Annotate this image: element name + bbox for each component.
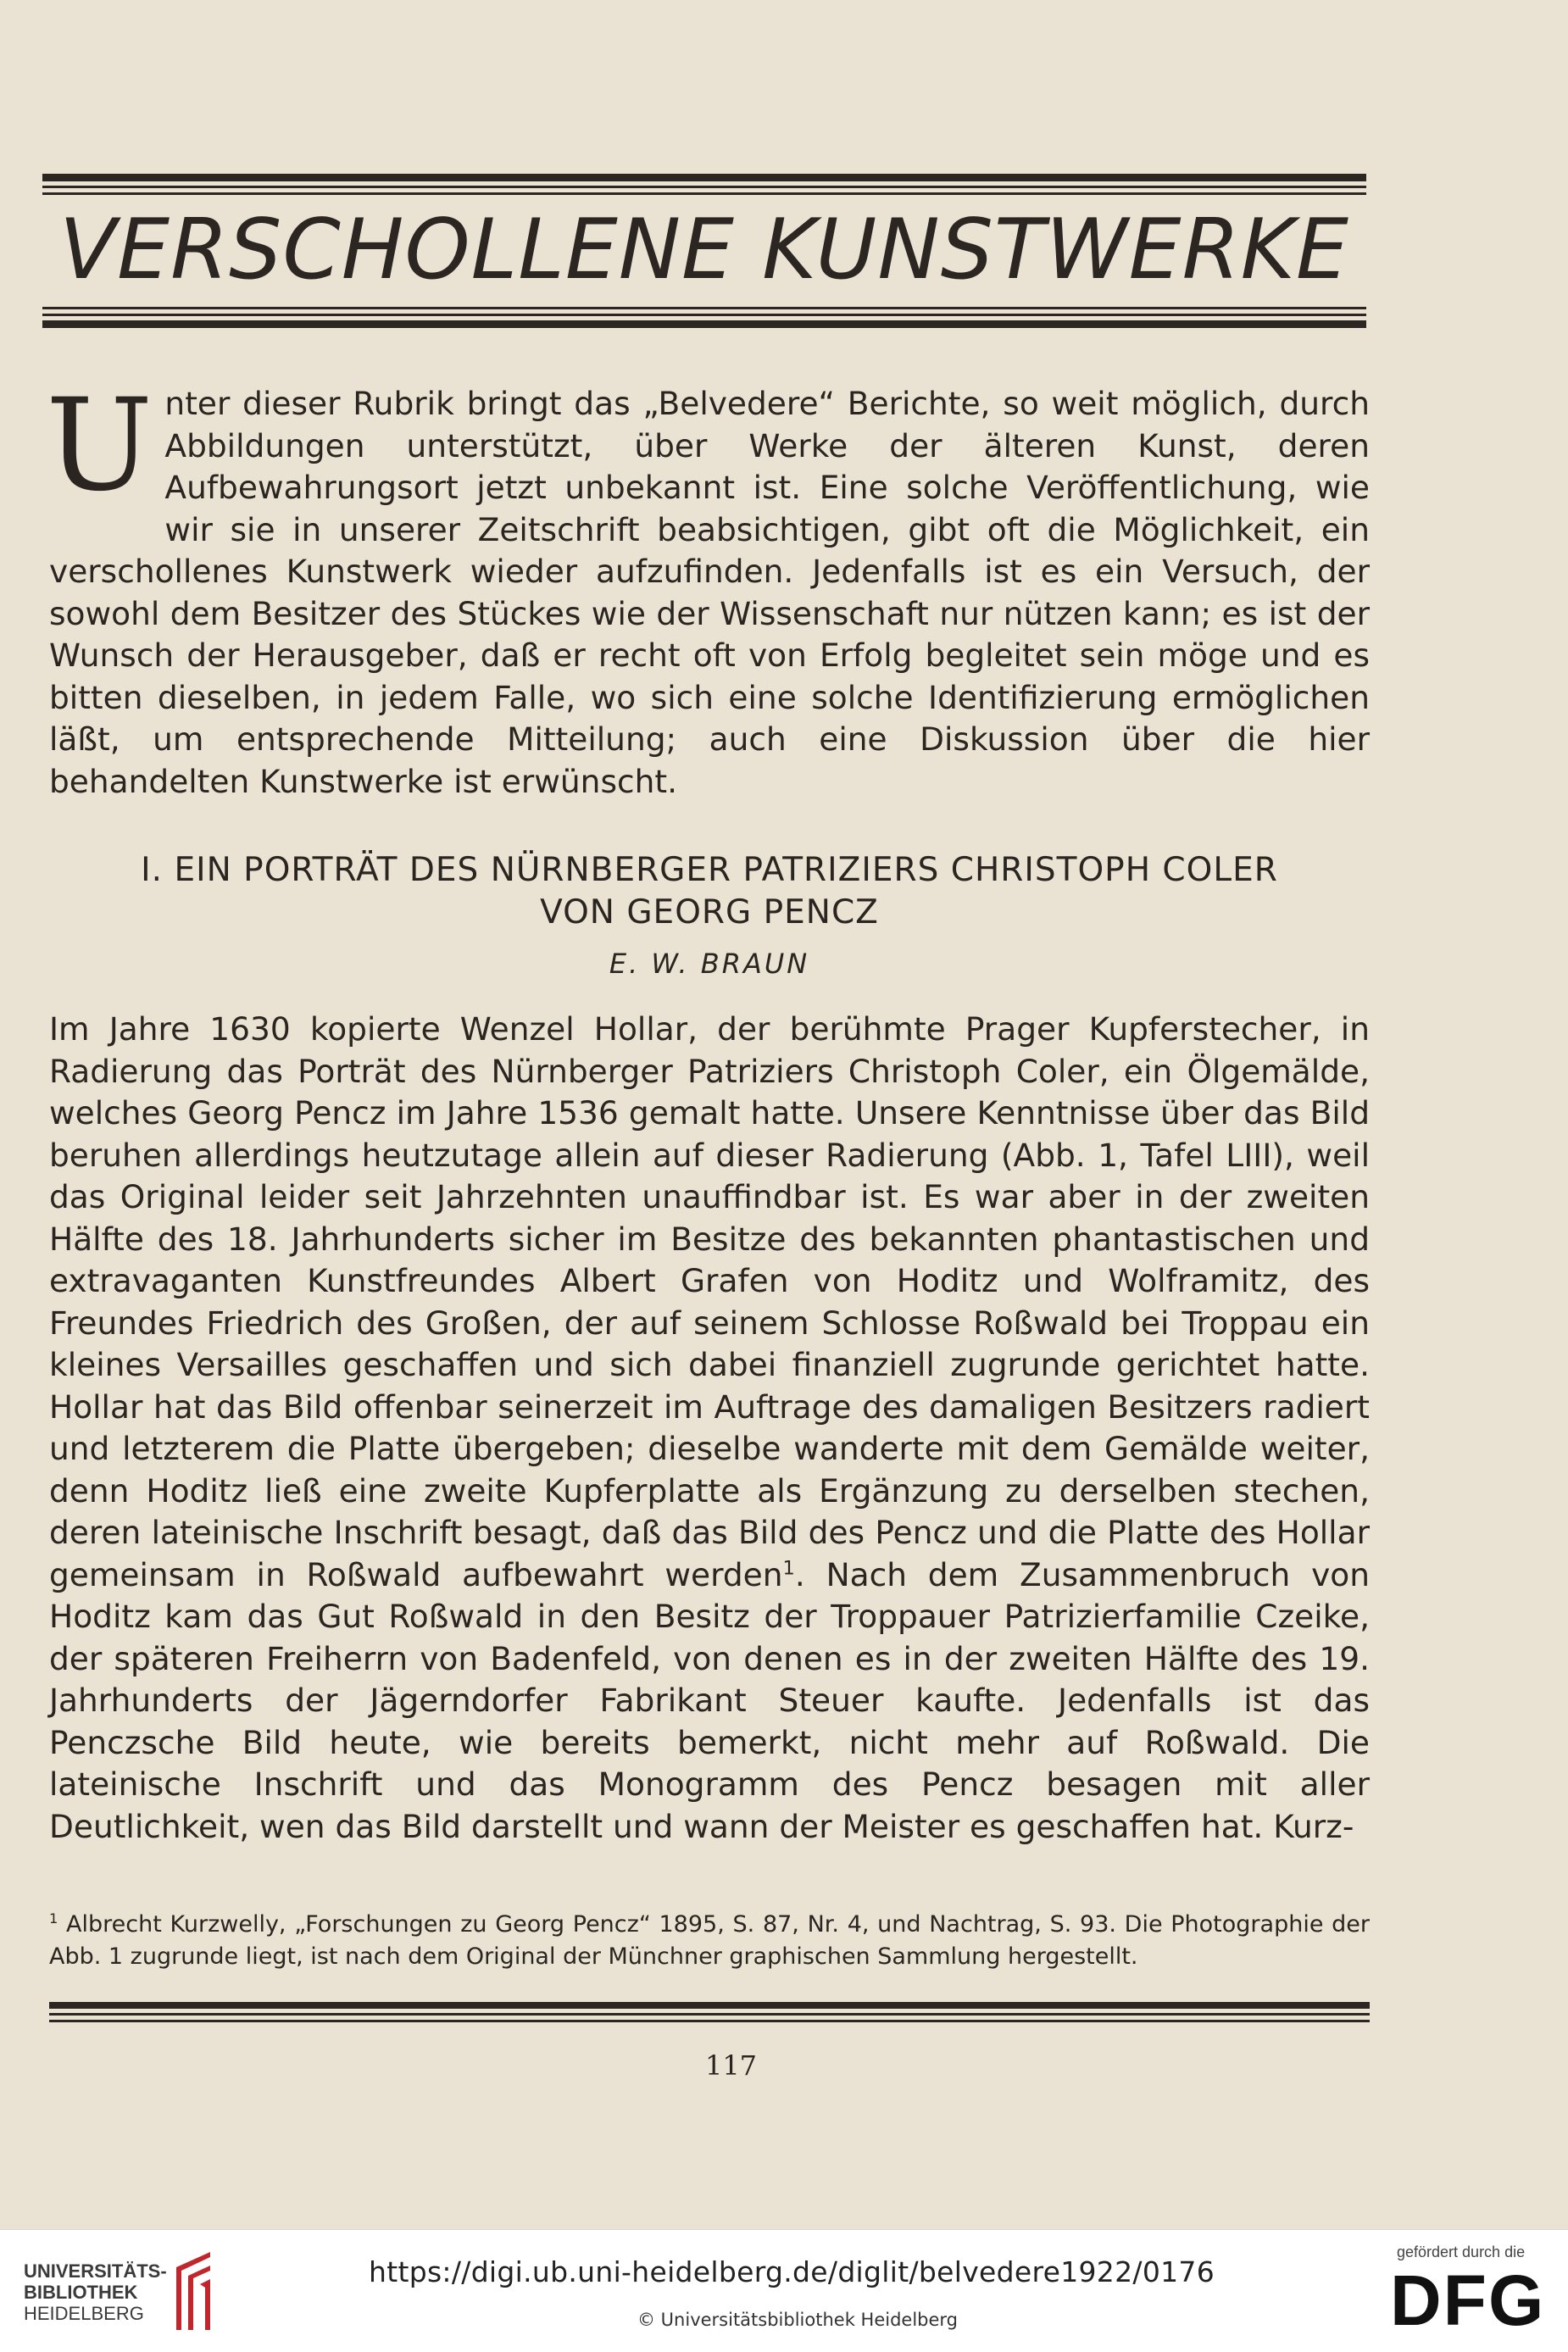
library-name <box>24 2260 167 2324</box>
page-number: 117 <box>704 2049 758 2082</box>
body-text-part2: . Nach dem Zusammenbruch von Hoditz kam das Gut Roßwald in den Besitz der Troppauer Patrizierfamilie Czeike, der späteren Freiherrn von Badenfeld, von denen es in der zweiten Hälfte des 19. Jahrhunderts der Jägerndorfer Fabrikant Steuer kaufte. Jedenfalls ist das Penczsche Bild heute, wie bereits bemerkt, nicht mehr auf Roßwald. Die lateinische Inschrift und das Monogramm des Pencz besagen mit aller Deutlichkeit, wen das Bild darstellt und wann der Meister es geschaffen hat. Kurz- <box>49 1555 1370 1845</box>
section-heading-line1: I. EIN PORTRÄT DES NÜRNBERGER PATRIZIERS CHRISTOPH COLER <box>141 851 1278 889</box>
section-heading-line2: VON GEORG PENCZ <box>540 893 879 931</box>
drop-cap: U <box>46 372 153 520</box>
page-rule-bottom <box>49 2002 1370 2022</box>
viewer-footer <box>0 2229 1568 2352</box>
library-name-line3: HEIDELBERG <box>24 2303 144 2324</box>
body-text-part1: Im Jahre 1630 kopierte Wenzel Hollar, der berühmte Prager Kupferstecher, in Radierung das Porträt des Nürnberger Patriziers Christoph Coler, ein Ölgemälde, welches Georg Pencz im Jahre 1536 gemalt hatte. Unsere Kenntnisse über das Bild beruhen allerdings heutzutage allein auf dieser Radierung (Abb. 1, Tafel LIII), weil das Original leider seit Jahrzehnten unauffindbar ist. Es war aber in der zweiten Hälfte des 18. Jahrhunderts sicher im Besitze des bekannten phantastischen und extravaganten Kunstfreundes Albert Grafen von Hoditz und Wolframitz, des Freundes Friedrich des Großen, der auf seinem Schlosse Roßwald bei Troppau ein kleines Versailles geschaffen und sich dabei finanziell zugrunde gerichtet hatte. Hollar hat das Bild offenbar seinerzeit im Auftrage des damaligen Besitzers radiert und letzterem die Platte übergeben; dieselbe wanderte mit dem Gemälde weiter, denn Hoditz ließ eine zweite Kupferplatte als Ergänzung zu derselben stechen, deren lateinische Inschrift besagt, daß das Bild des Pencz und die Platte des Hollar gemeinsam in Roßwald aufbewahrt werden <box>49 1010 1370 1593</box>
title-rule-bottom <box>42 307 1366 328</box>
library-emblem-icon <box>159 2250 227 2332</box>
title-rule-top <box>42 174 1366 195</box>
dfg-funding-label: gefördert durch die <box>1397 2244 1526 2260</box>
library-logo[interactable] <box>24 2249 227 2333</box>
section-heading <box>49 849 1370 934</box>
page-title: VERSCHOLLENE KUNSTWERKE <box>59 202 1349 298</box>
body-paragraph <box>49 1009 1370 1848</box>
footnote <box>49 1909 1370 1973</box>
intro-text: nter dieser Rubrik bringt das „Belvedere“ Berichte, so weit möglich, durch Abbildungen unterstützt, über Werke der älteren Kunst, deren Aufbewahrungsort jetzt unbekannt ist. Eine solche Veröffentlichung, wie wir sie in unserer Zeitschrift beabsichtigen, gibt oft die Möglichkeit, ein verschollenes Kunstwerk wieder aufzufinden. Jedenfalls ist es ein Versuch, der sowohl dem Besitzer des Stückes wie der Wissenschaft nur nützen kann; es ist der Wunsch der Herausgeber, daß er recht oft von Erfolg begleitet sein möge und es bitten dieselben, in jedem Falle, wo sich eine solche Identifizierung ermöglichen läßt, um entsprechende Mitteilung; auch eine Diskussion über die hier behandelten Kunstwerke ist erwünscht. <box>49 385 1370 800</box>
dfg-logo[interactable]: DFG <box>1390 2260 1546 2340</box>
library-name-line1: UNIVERSITÄTS- <box>24 2260 167 2282</box>
author-name: E. W. BRAUN <box>609 948 810 980</box>
library-name-line2: BIBLIOTHEK <box>24 2282 138 2303</box>
footnote-text: Albrecht Kurzwelly, „Forschungen zu Georg Pencz“ 1895, S. 87, Nr. 4, und Nachtrag, S. 93. Die Photographie der Abb. 1 zugrunde liegt, ist nach dem Original der Münchner graphischen Sammlung hergestellt. <box>49 1911 1370 1970</box>
footnote-mark: 1 <box>49 1910 58 1927</box>
footnote-reference: 1 <box>782 1557 795 1579</box>
intro-paragraph <box>46 372 1370 803</box>
document-url[interactable]: https://digi.ub.uni-heidelberg.de/diglit/belvedere1922/0176 <box>369 2255 1215 2288</box>
copyright-notice: © Universitätsbibliothek Heidelberg <box>637 2310 959 2330</box>
